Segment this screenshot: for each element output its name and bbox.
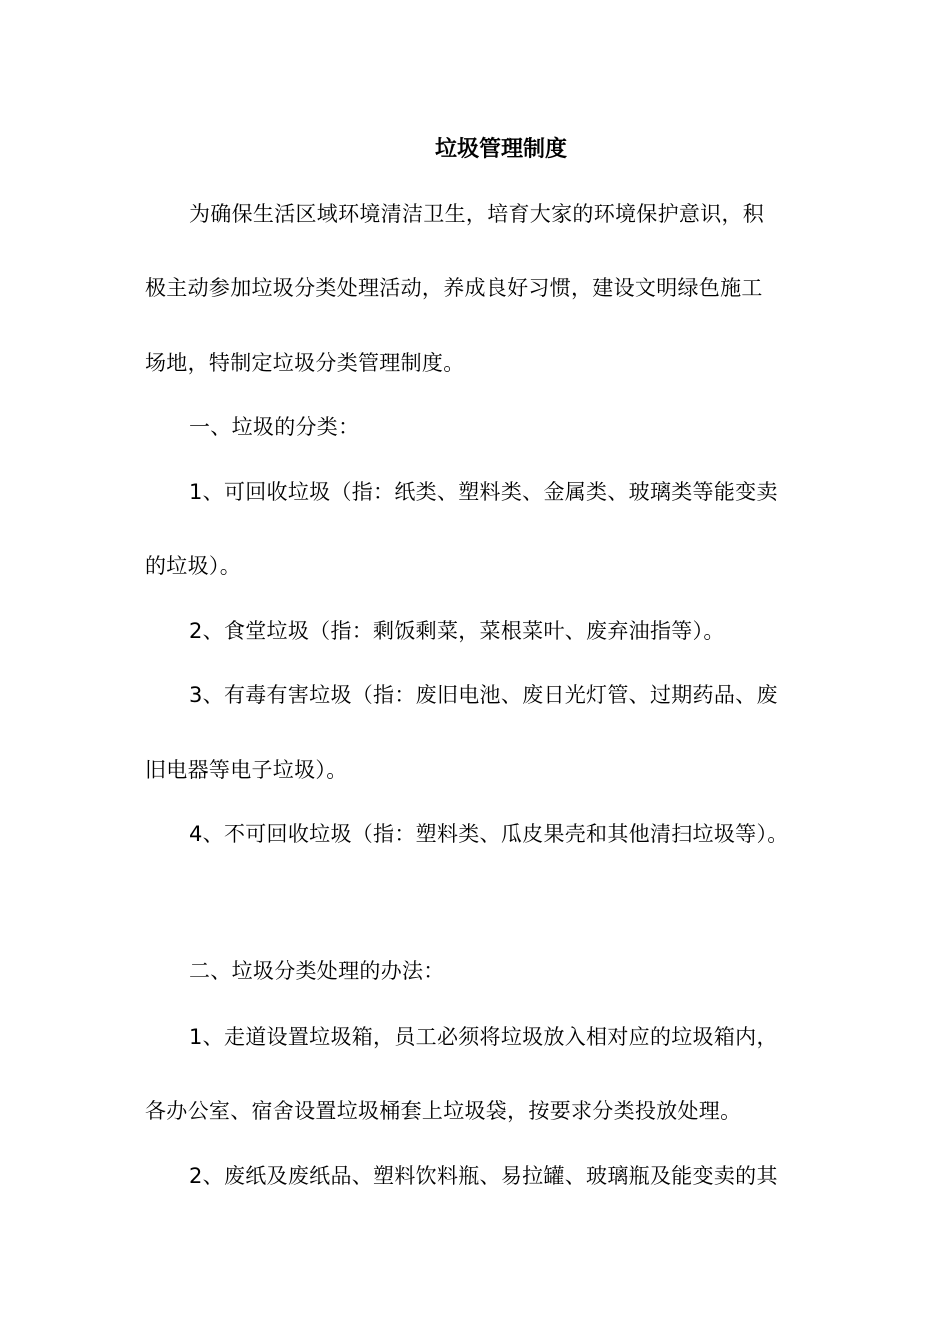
document-title: 垃圾管理制度 — [434, 137, 567, 162]
list-item-line: 旧电器等电子垃圾）。 — [145, 758, 348, 782]
list-item-line: 各办公室、宿舍设置垃圾桶套上垃圾袋，按要求分类投放处理。 — [145, 1099, 742, 1123]
paragraph-line: 为确保生活区域环境清洁卫生，培育大家的环境保护意识，积 — [189, 202, 765, 226]
list-item-line: 1、走道设置垃圾箱，员工必须将垃圾放入相对应的垃圾箱内， — [189, 1025, 778, 1049]
section-heading: 一、垃圾的分类： — [189, 415, 360, 439]
paragraph-line: 场地，特制定垃圾分类管理制度。 — [145, 351, 465, 375]
list-item-line: 的垃圾）。 — [145, 554, 241, 578]
section-heading: 二、垃圾分类处理的办法： — [189, 959, 445, 983]
list-item-line: 1、可回收垃圾（指：纸类、塑料类、金属类、玻璃类等能变卖 — [189, 480, 778, 504]
list-item-line: 3、有毒有害垃圾（指：废旧电池、废日光灯管、过期药品、废 — [189, 683, 778, 707]
list-item-line: 2、废纸及废纸品、塑料饮料瓶、易拉罐、玻璃瓶及能变卖的其 — [189, 1164, 778, 1188]
list-item-line: 4、不可回收垃圾（指：塑料类、瓜皮果壳和其他清扫垃圾等）。 — [189, 822, 789, 846]
paragraph-line: 极主动参加垃圾分类处理活动，养成良好习惯，建设文明绿色施工 — [145, 276, 763, 300]
list-item-line: 2、食堂垃圾（指：剩饭剩菜，菜根菜叶、废弃油指等）。 — [189, 619, 725, 643]
